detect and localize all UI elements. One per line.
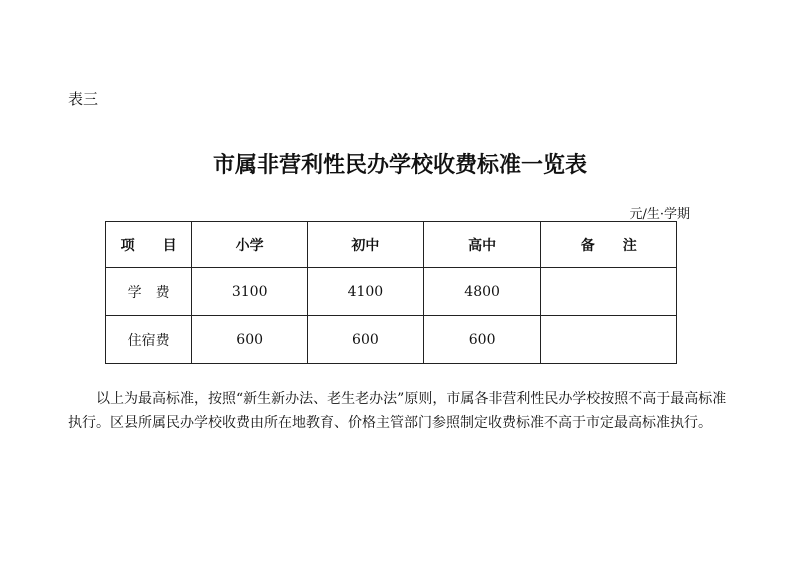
header-senior: 高中 bbox=[423, 222, 541, 268]
row-item: 学 费 bbox=[106, 268, 192, 316]
cell-primary: 600 bbox=[192, 316, 308, 364]
cell-senior: 4800 bbox=[423, 268, 541, 316]
cell-remark bbox=[541, 268, 677, 316]
header-junior: 初中 bbox=[308, 222, 424, 268]
cell-remark bbox=[541, 316, 677, 364]
table-row bbox=[106, 268, 677, 316]
table-label: 表三 bbox=[68, 90, 99, 108]
cell-junior: 4100 bbox=[308, 268, 424, 316]
header-primary: 小学 bbox=[192, 222, 308, 268]
cell-primary: 3100 bbox=[192, 268, 308, 316]
fee-table bbox=[105, 221, 677, 364]
note-paragraph: 以上为最高标准，按照“新生新办法、老生老办法”原则，市属各非营利性民办学校按照不高于最高标准执行。区县所属民办学校收费由所在地教育、价格主管部门参照制定收费标准不高于市定最高标准执行。 bbox=[68, 391, 727, 431]
table-row bbox=[106, 316, 677, 364]
unit-label: 元/生·学期 bbox=[629, 207, 690, 222]
row-item: 住宿费 bbox=[106, 316, 192, 364]
header-item: 项 目 bbox=[106, 222, 192, 268]
header-remark: 备 注 bbox=[541, 222, 677, 268]
table-header-row bbox=[106, 222, 677, 268]
cell-senior: 600 bbox=[423, 316, 541, 364]
page-title: 市属非营利性民办学校收费标准一览表 bbox=[212, 153, 587, 178]
cell-junior: 600 bbox=[308, 316, 424, 364]
